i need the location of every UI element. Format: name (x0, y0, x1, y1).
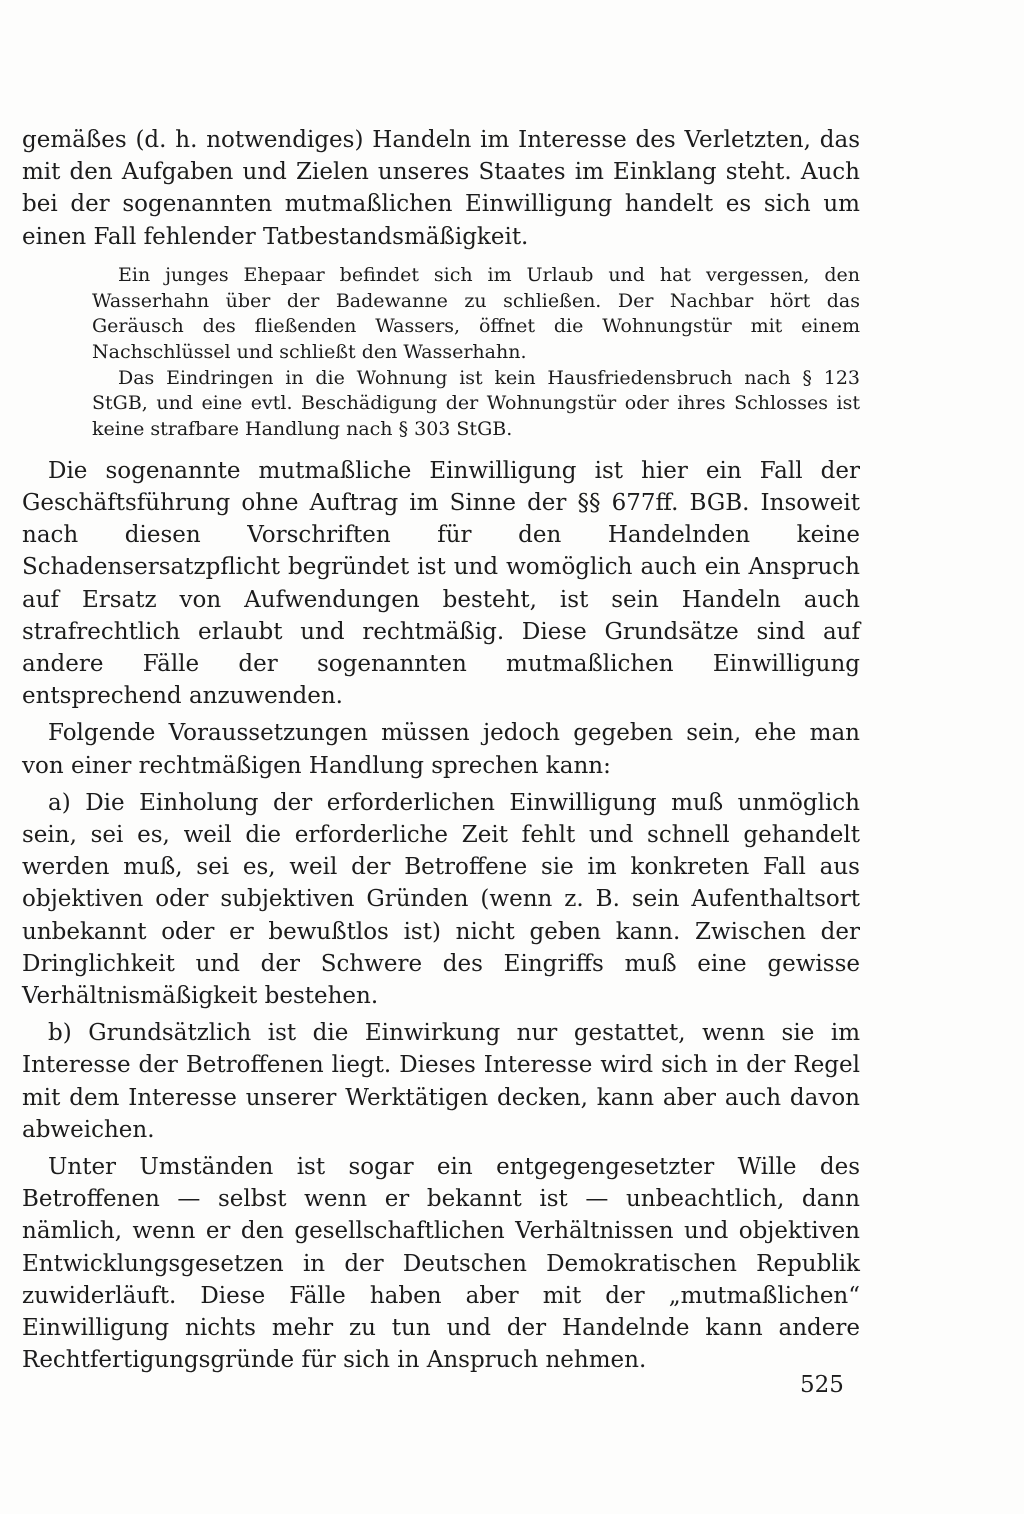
paragraph-entgegengesetzter-wille: Unter Umständen ist sogar ein entgegengesetzter Wille des Betroffenen — selbst wenn er bekannt ist — unbeachtlich, dann nämlich, wenn er den gesellschaftlichen Verhältnissen und objektiven Entwicklungsgesetzen in der Deutschen Demokratischen Republik zuwiderläuft. Diese Fälle haben aber mit der „mutmaßlichen“ Einwilligung nichts mehr zu tun und der Handelnde kann andere Rechtfertigungsgründe für sich in Anspruch nehmen. (22, 1154, 860, 1374)
list-item-b: b) Grundsätzlich ist die Einwirkung nur gestattet, wenn sie im Interesse der Betroffenen liegt. Dieses Interesse wird sich in der Regel mit dem Interesse unserer Werktätigen decken, kann aber auch davon abweichen. (22, 1020, 860, 1143)
list-item-a: a) Die Einholung der erforderlichen Einwilligung muß unmöglich sein, sei es, weil die erforderliche Zeit fehlt und schnell gehandelt werden muß, sei es, weil der Betroffene sie im konkreten Fall aus objektiven oder subjektiven Gründen (wenn z. B. sein Aufenthaltsort unbekannt oder er bewußtlos ist) nicht geben kann. Zwischen der Dringlichkeit und der Schwere des Eingriffs muß eine gewisse Verhältnismäßigkeit bestehen. (22, 789, 860, 1009)
page-number: 525 (800, 1372, 844, 1398)
intro-paragraph: gemäßes (d. h. notwendiges) Handeln im Interesse des Verletzten, das mit den Aufgaben und Zielen unseres Staates im Einklang steht. Auch bei der sogenannten mutmaßlichen Einwilligung handelt es sich um einen Fall fehlender Tatbestandsmäßigkeit. (22, 127, 860, 250)
example-paragraph-2: Das Eindringen in die Wohnung ist kein Hausfriedensbruch nach § 123 StGB, und eine evtl. Beschädigung der Wohnungstür oder ihres Schlosses ist keine strafbare Handlung nach § 303 StGB. (92, 366, 860, 441)
body-text (22, 124, 860, 1376)
example-block (92, 263, 860, 443)
example-paragraph-1: Ein junges Ehepaar befindet sich im Urlaub und hat vergessen, den Wasserhahn über der Badewanne zu schließen. Der Nachbar hört das Geräusch des fließenden Wassers, öffnet die Wohnungstür mit einem Nachschlüssel und schließt den Wasserhahn. (92, 263, 860, 363)
paragraph-voraussetzungen: Folgende Voraussetzungen müssen jedoch gegeben sein, ehe man von einer rechtmäßigen Handlung sprechen kann: (22, 720, 860, 779)
paragraph-mutmassliche-einwilligung: Die sogenannte mutmaßliche Einwilligung ist hier ein Fall der Geschäftsführung ohne Auftrag im Sinne der §§ 677ff. BGB. Insoweit nach diesen Vorschriften für den Handelnden keine Schadensersatzpflicht begründet ist und womöglich auch ein Anspruch auf Ersatz von Aufwendungen besteht, ist sein Handeln auch strafrechtlich erlaubt und rechtmäßig. Diese Grundsätze sind auf andere Fälle der sogenannten mutmaßlichen Einwilligung entsprechend anzuwenden. (22, 457, 860, 710)
